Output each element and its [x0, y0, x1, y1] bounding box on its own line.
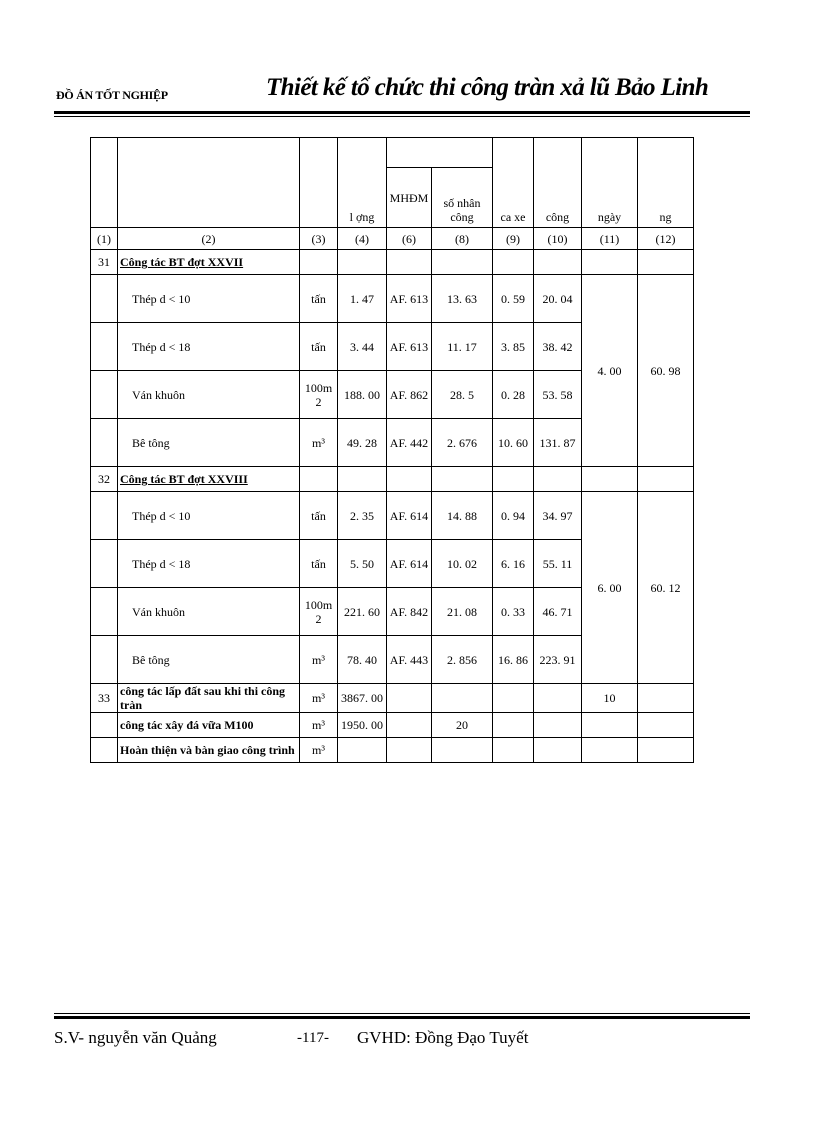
item-unit: tấn [300, 323, 338, 371]
item-quantity: 1. 47 [338, 275, 387, 323]
empty-cell [338, 250, 387, 275]
empty-cell [493, 738, 534, 763]
item-name: Thép d < 18 [118, 323, 300, 371]
empty-cell [338, 467, 387, 492]
empty-cell [91, 540, 118, 588]
item-name: Bê tông [118, 419, 300, 467]
index-cell: (8) [432, 228, 493, 250]
item-norm-code: AF. 862 [387, 371, 432, 419]
tail-days [582, 713, 638, 738]
empty-cell [91, 636, 118, 684]
index-cell: (4) [338, 228, 387, 250]
item-unit: tấn [300, 275, 338, 323]
tail-number [91, 713, 118, 738]
head-cell-6: MHĐM [387, 168, 432, 228]
footer-advisor: GVHD: Đồng Đạo Tuyết [357, 1028, 529, 1047]
head-cell-6-8-group [387, 138, 493, 168]
empty-cell [534, 738, 582, 763]
item-labor: 11. 17 [432, 323, 493, 371]
item-norm-code: AF. 443 [387, 636, 432, 684]
item-shift: 0. 94 [493, 492, 534, 540]
item-unit: m³ [300, 636, 338, 684]
item-name: Bê tông [118, 636, 300, 684]
empty-cell [91, 323, 118, 371]
item-shift: 0. 33 [493, 588, 534, 636]
item-quantity: 78. 40 [338, 636, 387, 684]
item-name: Thép d < 10 [118, 275, 300, 323]
tail-unit: m³ [300, 713, 338, 738]
head-cell-11: ngày [582, 138, 638, 228]
head-cell-4: l ợng [338, 138, 387, 228]
item-norm-code: AF. 614 [387, 540, 432, 588]
tail-days [582, 738, 638, 763]
item-unit: 100m 2 [300, 371, 338, 419]
tail-row [91, 684, 694, 713]
tail-quantity: 3867. 00 [338, 684, 387, 713]
item-quantity: 3. 44 [338, 323, 387, 371]
tail-number: 33 [91, 684, 118, 713]
item-labor: 13. 63 [432, 275, 493, 323]
footer-rule-thin [54, 1013, 750, 1014]
footer-student: S.V- nguyễn văn Quảng [54, 1028, 217, 1047]
item-name: Ván khuôn [118, 371, 300, 419]
empty-cell [387, 738, 432, 763]
group-header-row [91, 467, 694, 492]
item-unit: 100m 2 [300, 588, 338, 636]
item-row [91, 275, 694, 323]
tail-labor: 20 [432, 713, 493, 738]
tail-quantity [338, 738, 387, 763]
header-left: ĐỒ ÁN TỐT NGHIỆP [56, 88, 168, 102]
index-cell: (11) [582, 228, 638, 250]
group-number: 31 [91, 250, 118, 275]
empty-cell [91, 275, 118, 323]
group-days: 4. 00 [582, 275, 638, 467]
group-number: 32 [91, 467, 118, 492]
tail-row [91, 738, 694, 763]
item-norm-code: AF. 614 [387, 492, 432, 540]
item-shift: 10. 60 [493, 419, 534, 467]
tail-quantity: 1950. 00 [338, 713, 387, 738]
item-norm-code: AF. 442 [387, 419, 432, 467]
empty-cell [493, 250, 534, 275]
item-quantity: 49. 28 [338, 419, 387, 467]
item-name: Ván khuôn [118, 588, 300, 636]
item-labor: 21. 08 [432, 588, 493, 636]
index-cell: (6) [387, 228, 432, 250]
item-shift: 3. 85 [493, 323, 534, 371]
item-name: Thép d < 10 [118, 492, 300, 540]
head-cell-3 [300, 138, 338, 228]
tail-number [91, 738, 118, 763]
item-norm-code: AF. 842 [387, 588, 432, 636]
tail-name: công tác lấp đất sau khi thi công tràn [118, 684, 300, 713]
empty-cell [534, 250, 582, 275]
group-header-row [91, 250, 694, 275]
item-norm-code: AF. 613 [387, 323, 432, 371]
item-quantity: 221. 60 [338, 588, 387, 636]
empty-cell [300, 250, 338, 275]
item-work: 131. 87 [534, 419, 582, 467]
item-name: Thép d < 18 [118, 540, 300, 588]
head-cell-12: ng [638, 138, 694, 228]
item-shift: 0. 28 [493, 371, 534, 419]
empty-cell [432, 250, 493, 275]
item-row [91, 492, 694, 540]
tail-unit: m³ [300, 738, 338, 763]
index-cell: (1) [91, 228, 118, 250]
item-norm-code: AF. 613 [387, 275, 432, 323]
item-unit: tấn [300, 540, 338, 588]
empty-cell [638, 738, 694, 763]
group-title: Công tác BT đợt XXVIII [118, 467, 300, 492]
footer-rule-thick [54, 1016, 750, 1019]
item-work: 223. 91 [534, 636, 582, 684]
index-cell: (3) [300, 228, 338, 250]
empty-cell [387, 684, 432, 713]
work-table [90, 137, 694, 763]
item-shift: 6. 16 [493, 540, 534, 588]
empty-cell [534, 713, 582, 738]
empty-cell [91, 371, 118, 419]
empty-cell [582, 467, 638, 492]
item-labor: 10. 02 [432, 540, 493, 588]
item-work: 34. 97 [534, 492, 582, 540]
item-work: 20. 04 [534, 275, 582, 323]
index-cell: (2) [118, 228, 300, 250]
header-rule-thick [54, 111, 750, 114]
empty-cell [387, 713, 432, 738]
empty-cell [387, 467, 432, 492]
index-cell: (12) [638, 228, 694, 250]
head-cell-10: công [534, 138, 582, 228]
empty-cell [582, 250, 638, 275]
tail-days: 10 [582, 684, 638, 713]
head-cell-8: số nhân công [432, 168, 493, 228]
empty-cell [432, 467, 493, 492]
empty-cell [91, 419, 118, 467]
header-rule-thin [54, 116, 750, 117]
group-title: Công tác BT đợt XXVII [118, 250, 300, 275]
tail-labor [432, 738, 493, 763]
empty-cell [638, 713, 694, 738]
item-labor: 2. 856 [432, 636, 493, 684]
tail-row [91, 713, 694, 738]
empty-cell [638, 467, 694, 492]
head-cell-9: ca xe [493, 138, 534, 228]
index-cell: (9) [493, 228, 534, 250]
item-labor: 2. 676 [432, 419, 493, 467]
item-quantity: 188. 00 [338, 371, 387, 419]
item-work: 38. 42 [534, 323, 582, 371]
head-cell-2 [118, 138, 300, 228]
item-quantity: 5. 50 [338, 540, 387, 588]
head-cell-1 [91, 138, 118, 228]
empty-cell [534, 467, 582, 492]
index-cell: (10) [534, 228, 582, 250]
empty-cell [387, 250, 432, 275]
group-people: 60. 98 [638, 275, 694, 467]
item-work: 46. 71 [534, 588, 582, 636]
tail-name: Hoàn thiện và bàn giao công trình [118, 738, 300, 763]
page-title: Thiết kế tổ chức thi công tràn xả lũ Bảo Linh [266, 74, 709, 101]
empty-cell [91, 588, 118, 636]
footer-page-number: -117- [297, 1030, 329, 1046]
tail-labor [432, 684, 493, 713]
item-unit: tấn [300, 492, 338, 540]
empty-cell [493, 467, 534, 492]
empty-cell [534, 684, 582, 713]
empty-cell [493, 684, 534, 713]
group-people: 60. 12 [638, 492, 694, 684]
tail-unit: m³ [300, 684, 338, 713]
empty-cell [638, 250, 694, 275]
item-work: 53. 58 [534, 371, 582, 419]
group-days: 6. 00 [582, 492, 638, 684]
item-shift: 0. 59 [493, 275, 534, 323]
item-labor: 14. 88 [432, 492, 493, 540]
tail-name: công tác xây đá vữa M100 [118, 713, 300, 738]
item-work: 55. 11 [534, 540, 582, 588]
empty-cell [638, 684, 694, 713]
index-row [91, 228, 694, 250]
header-row-top [91, 138, 694, 168]
item-labor: 28. 5 [432, 371, 493, 419]
item-quantity: 2. 35 [338, 492, 387, 540]
item-shift: 16. 86 [493, 636, 534, 684]
empty-cell [493, 713, 534, 738]
item-unit: m³ [300, 419, 338, 467]
empty-cell [300, 467, 338, 492]
empty-cell [91, 492, 118, 540]
